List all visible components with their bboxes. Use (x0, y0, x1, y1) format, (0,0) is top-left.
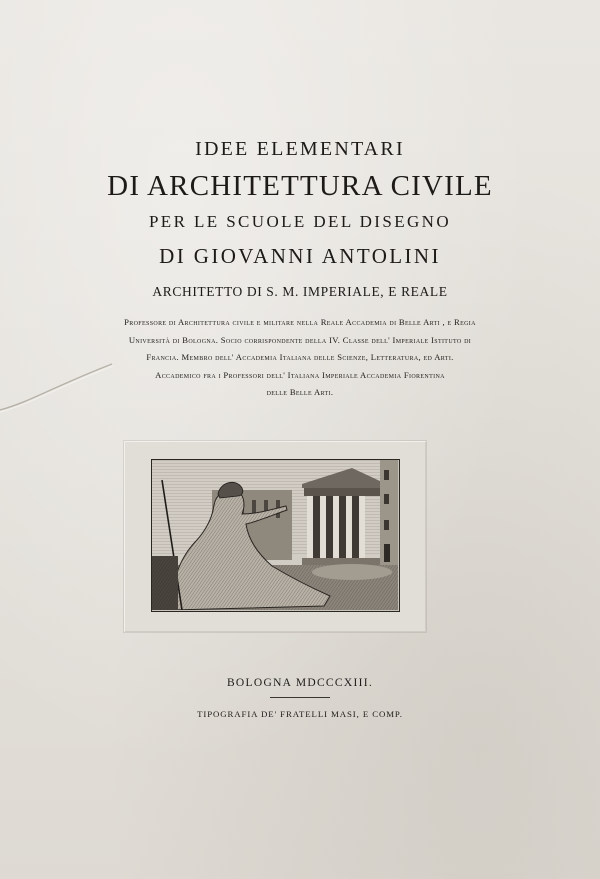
credentials-line: Francia. Membro dell' Accademia Italiana delle Scienze, Letteratura, ed Arti. (146, 352, 454, 362)
credentials-line: Università di Bologna. Socio corrispondente della IV. Classe dell' Imperiale Istituto di (128, 334, 472, 345)
author-role: ARCHITETTO DI S. M. IMPERIALE, E REALE (152, 284, 448, 299)
engraved-vignette (151, 459, 400, 612)
main-title: DI ARCHITETTURA CIVILE (107, 170, 493, 202)
credentials-line: Accademico fra i Professori dell' Italiana Imperiale Accademia Fiorentina (155, 369, 445, 380)
author-name: DI GIOVANNI ANTOLINI (159, 244, 441, 268)
vignette-illustration (152, 460, 398, 610)
imprint-place-date: BOLOGNA MDCCCXIII. (226, 677, 374, 689)
title-line-1: IDEE ELEMENTARI (195, 138, 405, 160)
author-credentials (58, 314, 542, 402)
imprint-rule (270, 697, 330, 698)
credentials-line: Professore di Architettura civile e militare nella Reale Accademia di Belle Arti , e Regia (124, 317, 476, 327)
subtitle: PER LE SCUOLE DEL DISEGNO (148, 212, 452, 231)
credentials-line: delle Belle Arti. (266, 387, 334, 397)
printer-name: TIPOGRAFIA DE' FRATELLI MASI, E COMP. (197, 709, 403, 719)
